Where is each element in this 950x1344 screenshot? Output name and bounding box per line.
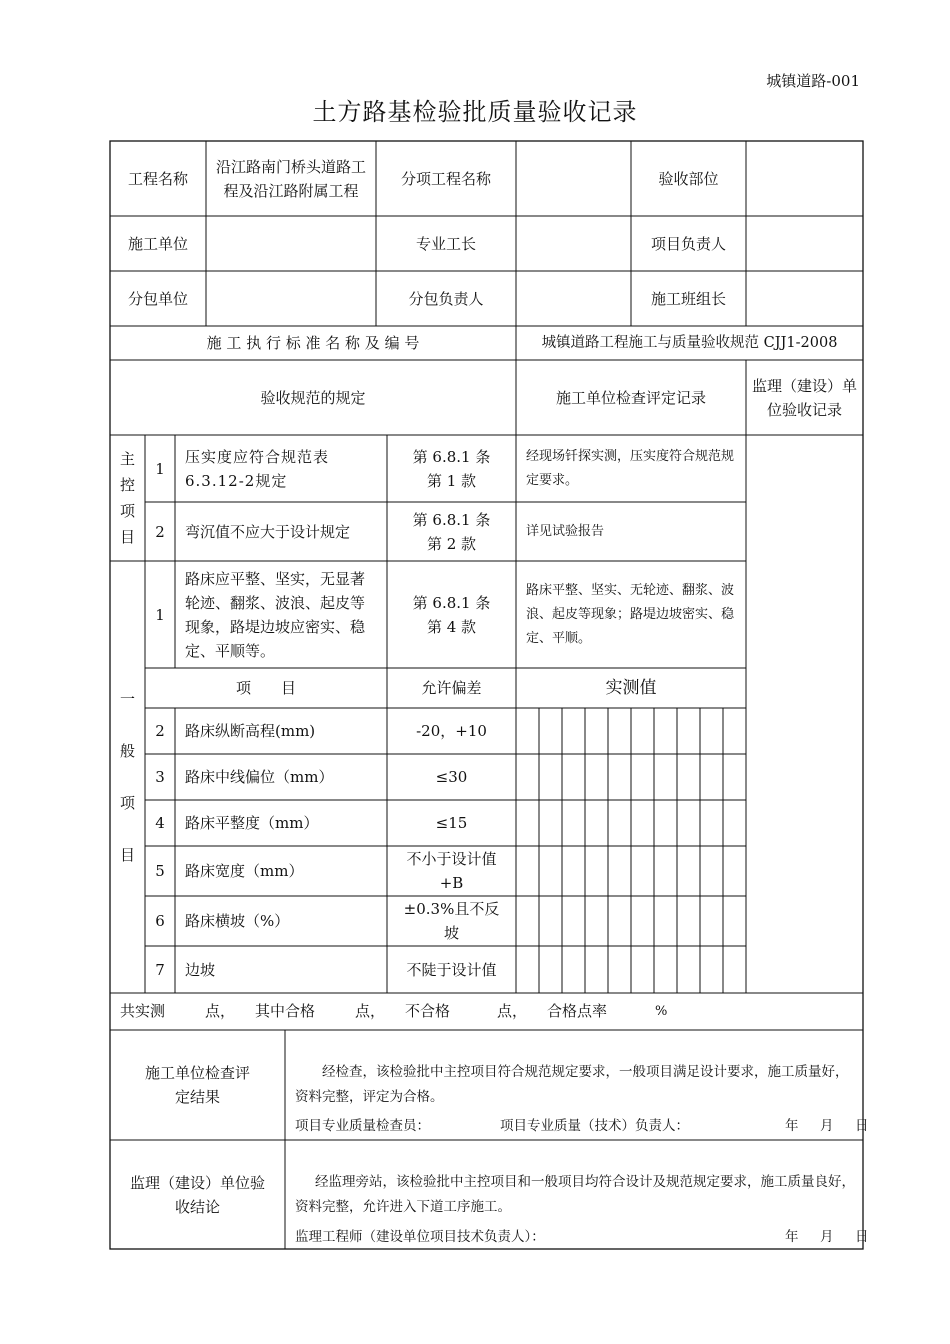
general-item-desc: 路床中线偏位（mm） bbox=[185, 768, 334, 786]
subcontractor-value[interactable] bbox=[206, 271, 376, 326]
general-item-no: 4 bbox=[155, 814, 165, 832]
summary-row bbox=[110, 993, 863, 1030]
project-name-label: 工程名称 bbox=[127, 169, 188, 188]
summary-measured: 共实测 bbox=[120, 1002, 166, 1020]
location-value[interactable] bbox=[746, 141, 863, 216]
foreman-value[interactable] bbox=[516, 216, 631, 271]
quality-manager-label: 项目专业质量（技术）负责人： bbox=[500, 1118, 689, 1134]
contractor-eval-label: 施工单位检查评定结果 bbox=[144, 1064, 250, 1106]
main-items-group-label: 主控项目 bbox=[119, 450, 135, 546]
supervisor-engineer-label: 监理工程师（建设单位项目技术负责人）： bbox=[295, 1229, 545, 1245]
supervisor-eval-date: 年 月 日 bbox=[785, 1229, 873, 1245]
team-leader-label: 施工班组长 bbox=[650, 289, 726, 308]
standard-label: 施 工 执 行 标 准 名 称 及 编 号 bbox=[206, 334, 420, 352]
main-item-desc: 弯沉值不应大于设计规定 bbox=[185, 522, 351, 541]
contractor-value[interactable] bbox=[206, 216, 376, 271]
general-item-desc: 路床宽度（mm） bbox=[185, 862, 304, 880]
supervisor-eval-label: 监理（建设）单位验收结论 bbox=[129, 1173, 265, 1216]
summary-unqualified: 不合格 bbox=[405, 1002, 451, 1020]
main-item-record[interactable]: 详见试验报告 bbox=[526, 523, 605, 539]
standard-value: 城镇道路工程施工与质量验收规范 CJJ1-2008 bbox=[541, 335, 838, 351]
col-item-label: 项 目 bbox=[235, 679, 296, 697]
sub-manager-label: 分包负责人 bbox=[408, 289, 484, 308]
summary-rate: 合格点率 bbox=[547, 1002, 608, 1020]
form-title: 土方路基检验批质量验收记录 bbox=[312, 98, 638, 126]
foreman-label: 专业工长 bbox=[415, 234, 476, 253]
main-item-no: 2 bbox=[155, 522, 165, 541]
contractor-label: 施工单位 bbox=[127, 234, 188, 253]
supervisor-record-label: 监理（建设）单位验收记录 bbox=[752, 376, 858, 419]
general-item-no: 2 bbox=[155, 722, 165, 740]
general-item-desc: 路床横坡（%） bbox=[185, 912, 290, 930]
general-item-tolerance: -20，+10 bbox=[416, 722, 487, 740]
general-item-desc: 边坡 bbox=[185, 960, 216, 979]
summary-percent: % bbox=[655, 1004, 668, 1019]
location-label: 验收部位 bbox=[658, 169, 719, 188]
summary-points: 点， bbox=[497, 1002, 528, 1020]
general-item-tolerance: 不小于设计值+B bbox=[406, 850, 497, 892]
summary-qualified: 其中合格 bbox=[255, 1002, 316, 1020]
general-item-clause: 第 6.8.1 条 第 4 款 bbox=[412, 593, 491, 636]
manager-label: 项目负责人 bbox=[650, 234, 726, 253]
quality-inspector-label: 项目专业质量检查员： bbox=[295, 1118, 430, 1134]
general-item-desc: 路床平整度（mm） bbox=[185, 814, 319, 832]
summary-points: 点， bbox=[355, 1002, 386, 1020]
supervisor-eval-text: 经监理旁站，该检验批中主控项目和一般项目均符合设计及规范规定要求，施工质量良好，资料完整，允许进入下道工序施工。 bbox=[295, 1174, 855, 1215]
general-item-desc: 路床应平整、坚实，无显著轮迹、翻浆、波浪、起皮等现象，路堤边坡应密实、稳定、平顺等。 bbox=[185, 569, 366, 660]
project-name-value[interactable]: 沿江路南门桥头道路工程及沿江路附属工程 bbox=[215, 157, 366, 200]
general-item-no: 7 bbox=[155, 960, 165, 979]
contractor-eval-date: 年 月 日 bbox=[785, 1118, 873, 1134]
subitem-label: 分项工程名称 bbox=[400, 169, 491, 188]
general-item-no: 3 bbox=[155, 768, 165, 786]
col-tolerance-label: 允许偏差 bbox=[421, 679, 482, 697]
main-item-desc: 压实度应符合规范表6.3.12-2规定 bbox=[185, 447, 330, 490]
col-measured-label: 实测值 bbox=[605, 678, 657, 698]
general-item-tolerance: ±0.3%且不反坡 bbox=[403, 900, 500, 942]
subitem-value[interactable] bbox=[516, 141, 631, 216]
general-item-record[interactable]: 路床平整、坚实、无轮迹、翻浆、波浪、起皮等现象；路堤边坡密实、稳定、平顺。 bbox=[526, 582, 735, 646]
general-item-no: 6 bbox=[155, 912, 165, 930]
summary-points: 点， bbox=[205, 1002, 236, 1020]
main-item-clause: 第 6.8.1 条 第 2 款 bbox=[412, 510, 491, 553]
spec-rules-label: 验收规范的规定 bbox=[260, 388, 366, 407]
team-leader-value[interactable] bbox=[746, 271, 863, 326]
main-item-record[interactable]: 经现场钎探实测，压实度符合规范规定要求。 bbox=[526, 448, 735, 488]
subcontractor-label: 分包单位 bbox=[127, 289, 188, 308]
main-item-no: 1 bbox=[155, 459, 165, 478]
general-item-tolerance: 不陡于设计值 bbox=[406, 960, 497, 979]
general-item-desc: 路床纵断高程(mm) bbox=[185, 722, 316, 740]
general-item-tolerance: ≤15 bbox=[435, 814, 468, 832]
general-item-tolerance: ≤30 bbox=[435, 768, 468, 786]
contractor-record-label: 施工单位检查评定记录 bbox=[555, 388, 706, 407]
document-code: 城镇道路-001 bbox=[766, 72, 860, 90]
manager-value[interactable] bbox=[746, 216, 863, 271]
general-items-group-label: 一般项目 bbox=[119, 690, 135, 864]
contractor-eval-text: 经检查，该检验批中主控项目符合规范规定要求，一般项目满足设计要求，施工质量好，资料完整，评定为合格。 bbox=[295, 1064, 849, 1105]
general-item-no: 1 bbox=[155, 605, 165, 624]
sub-manager-value[interactable] bbox=[516, 271, 631, 326]
general-item-no: 5 bbox=[155, 862, 165, 880]
main-item-clause: 第 6.8.1 条 第 1 款 bbox=[412, 447, 491, 490]
